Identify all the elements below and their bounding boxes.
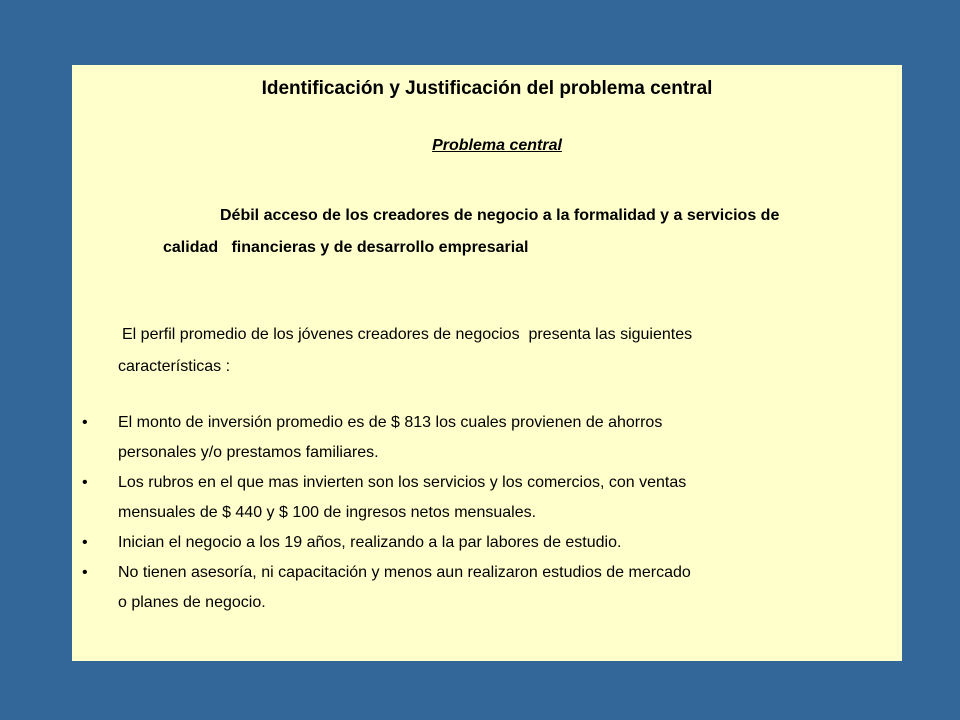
list-item-line-2: personales y/o prestamos familiares. xyxy=(118,444,379,461)
problem-statement-line-2: calidad financieras y de desarrollo empresarial xyxy=(163,239,529,256)
intro-line-1: El perfil promedio de los jóvenes creadores de negocios presenta las siguientes xyxy=(122,326,693,343)
list-item xyxy=(82,408,898,468)
list-item-line-1: No tienen asesoría, ni capacitación y menos aun realizaron estudios de mercado xyxy=(118,564,691,581)
list-item xyxy=(82,528,898,558)
list-item-line-2: mensuales de $ 440 y $ 100 de ingresos netos mensuales. xyxy=(118,504,537,521)
list-item-line-1: Los rubros en el que mas invierten son los servicios y los comercios, con ventas xyxy=(118,474,687,491)
bullet-icon: • xyxy=(82,474,88,491)
characteristics-list xyxy=(82,408,898,618)
list-item-line-1: Inician el negocio a los 19 años, realizando a la par labores de estudio. xyxy=(118,534,622,551)
list-item xyxy=(82,468,898,528)
page-title: Identificación y Justificación del problema central xyxy=(261,78,713,99)
intro-paragraph xyxy=(118,319,898,383)
section-subtitle: Problema central xyxy=(432,137,562,154)
list-item xyxy=(82,558,898,618)
slide-panel xyxy=(72,65,902,661)
list-item-line-2: o planes de negocio. xyxy=(118,594,266,611)
bullet-icon: • xyxy=(82,534,88,551)
list-item-line-1: El monto de inversión promedio es de $ 813 los cuales provienen de ahorros xyxy=(118,414,663,431)
problem-statement-line-1: Débil acceso de los creadores de negocio a la formalidad y a servicios de xyxy=(220,207,780,224)
bullet-icon: • xyxy=(82,564,88,581)
problem-statement xyxy=(163,200,920,264)
bullet-icon: • xyxy=(82,414,88,431)
intro-line-2: características : xyxy=(118,358,231,375)
